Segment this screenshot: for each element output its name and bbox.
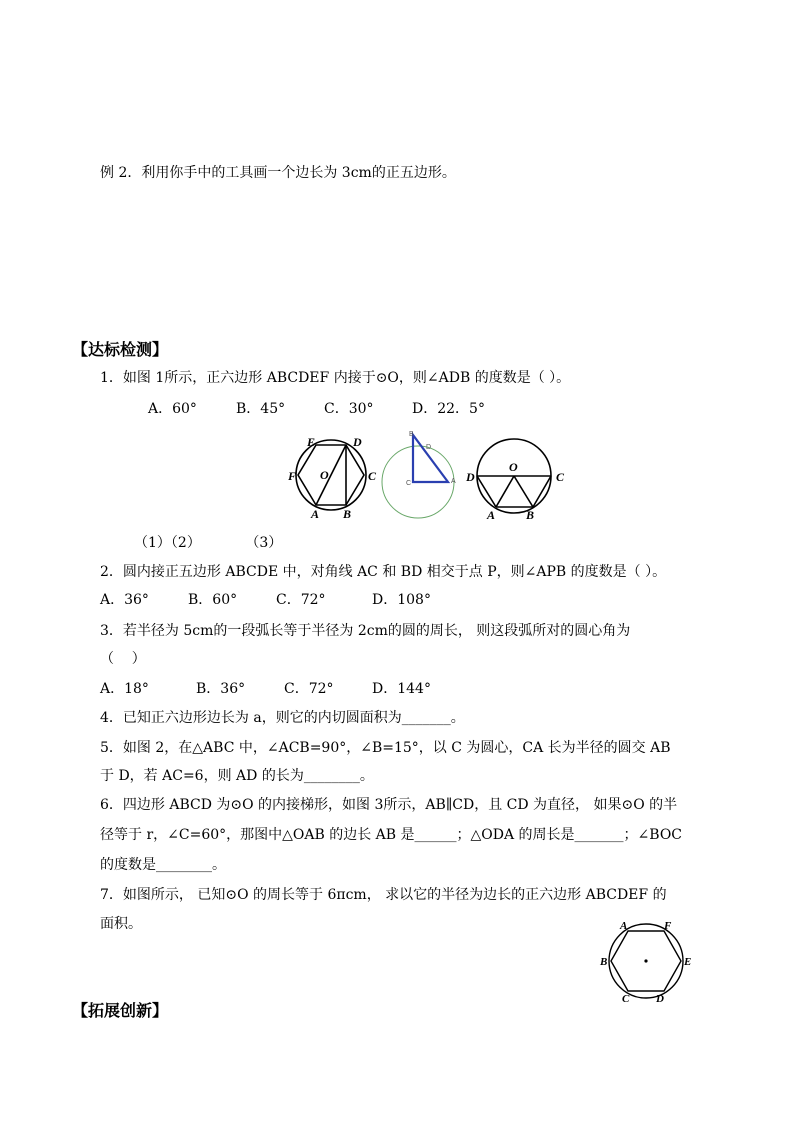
fig4-label-f: F [664,920,672,932]
section-title-check: 【达标检测】 [72,340,169,359]
option-b: B．45° [236,401,286,417]
question-1-text: 1．如图 1所示，正六边形 ABCDEF 内接于⊙O，则∠ADB 的度数是（ ）。 [100,370,571,386]
fig1-label-d: D [353,435,362,449]
option-a: A．36° [100,592,149,608]
fig2-label-c: C [406,480,412,487]
question-2-text: 2．圆内接正五边形 ABCDE 中，对角线 AC 和 BD 相交于点 P，则∠APB 的度数是（ ）。 [100,564,667,580]
fig4-label-d: D [656,993,664,1004]
figures-1-3 [0,425,794,525]
option-c: C．72° [276,592,326,608]
option-d: D．22．5° [412,401,485,417]
fig3-label-c: C [556,470,565,484]
fig3-label-b: B [526,508,535,522]
question-6-line-3: 的度数是________。 [100,857,226,873]
option-a: A．18° [100,681,149,697]
figure-4 [596,914,706,1004]
fig3-label-o: O [509,460,518,474]
fig1-label-b: B [343,507,352,521]
question-2-options [100,591,431,609]
fig2-label-b: B [409,431,414,438]
fig1-label-o: O [320,468,329,482]
question-6-line-1: 6．四边形 ABCD 为⊙O 的内接梯形，如图 3所示，AB∥CD，且 CD 为直径， 如果⊙O 的半 [100,797,678,813]
option-c: C．30° [324,401,374,417]
figure-2 [382,431,456,518]
question-1-options [148,400,485,418]
fig2-label-a: A [451,478,456,485]
fig3-label-a: A [487,508,496,522]
question-3-paren: （ ） [100,651,146,667]
fig4-label-a: A [620,920,628,932]
figure-1 [287,435,377,521]
question-3-text: 3．若半径为 5cm的一段弧长等于半径为 2cm的圆的周长， 则这段弧所对的圆心角为 [100,623,631,639]
fig4-label-e: E [684,956,692,968]
option-b: B．36° [196,681,246,697]
question-7-line-2: 面积。 [100,916,142,932]
fig1-label-f: F [288,469,297,483]
option-a: A．60° [148,401,197,417]
question-5-line-1: 5．如图 2，在△ABC 中，∠ACB=90°，∠B=15°，以 C 为圆心，CA 长为半径的圆交 AB [100,740,671,756]
question-6-line-2: 径等于 r，∠C=60°，那图中△OAB 的边长 AB 是______；△ODA 的周长是_______；∠BOC [100,827,683,843]
fig4-label-c: C [622,993,630,1004]
fig2-label-d: D [426,444,432,451]
question-5-line-2: 于 D，若 AC=6，则 AD 的长为________。 [100,768,374,784]
fig1-label-c: C [368,469,377,483]
option-b: B．60° [188,592,238,608]
option-d: D．108° [372,592,431,608]
example-2-text: 例 2．利用你手中的工具画一个边长为 3cm的正五边形。 [100,165,456,181]
fig1-label-e: E [307,435,316,449]
figure-3 [465,439,565,522]
question-7-line-1: 7．如图所示， 已知⊙O 的周长等于 6πcm， 求以它的半径为边长的正六边形 ABCDEF 的 [100,887,667,903]
question-4-text: 4．已知正六边形边长为 a，则它的内切圆面积为_______。 [100,710,465,726]
figure-captions: （1）（2） （3） [134,535,283,551]
fig4-label-b: B [600,956,608,968]
option-d: D．144° [372,681,431,697]
option-c: C．72° [284,681,334,697]
fig3-label-d: D [466,470,475,484]
question-3-options [100,680,431,698]
section-title-extend: 【拓展创新】 [72,1001,169,1020]
fig1-label-a: A [311,507,320,521]
